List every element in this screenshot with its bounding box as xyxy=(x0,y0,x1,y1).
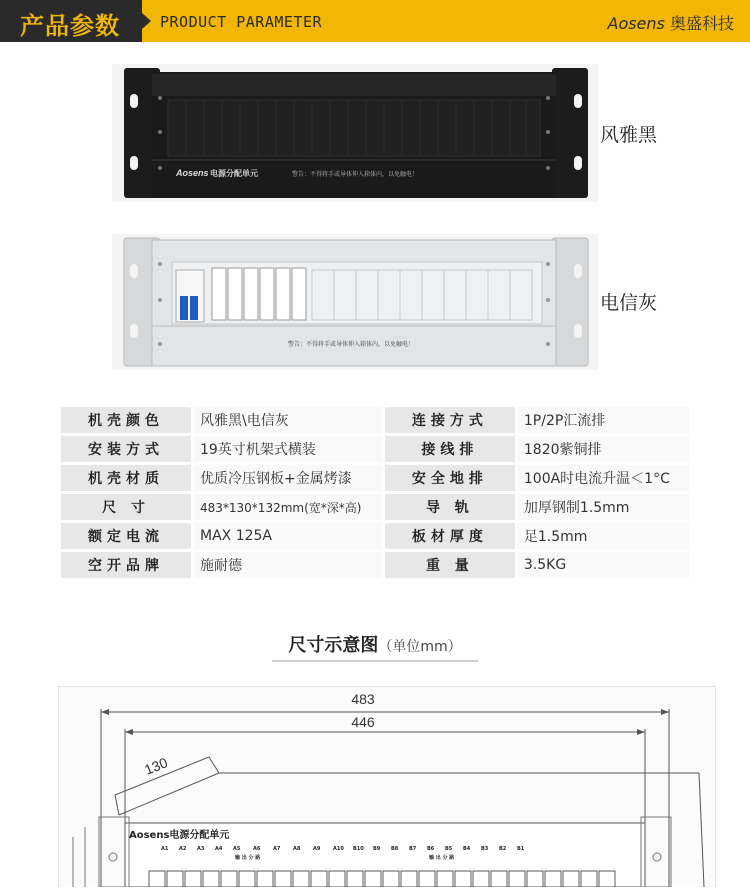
dim-label-b1: B1 xyxy=(517,846,525,852)
dim-depth: 130 xyxy=(142,754,170,778)
dim-label-a3: A3 xyxy=(197,846,205,852)
dim-label-a8: A8 xyxy=(293,846,301,852)
spec-row xyxy=(61,552,689,578)
dimension-svg xyxy=(59,687,715,887)
label-gray: 电信灰 xyxy=(600,292,658,314)
header-title-en: PRODUCT PARAMETER xyxy=(160,13,323,31)
dim-label-b4: B4 xyxy=(463,846,471,852)
panel-warning: 警告：不得将手或导体伸入箱体内，以免触电！ xyxy=(292,171,419,178)
dimension-drawing xyxy=(58,686,716,887)
spec-row xyxy=(61,465,689,491)
panel-warning-gray: 警告：不得将手或导体伸入箱体内，以免触电！ xyxy=(288,341,415,348)
header-arrow-icon xyxy=(142,13,151,29)
spec-key: 机壳材质 xyxy=(61,465,191,491)
dim-label-b9: B9 xyxy=(373,846,381,852)
spec-row xyxy=(61,407,689,433)
dim-label-a9: A9 xyxy=(313,846,321,852)
section-header xyxy=(0,0,750,42)
spec-value: 风雅黑\电信灰 xyxy=(194,407,382,433)
spec-key: 接线排 xyxy=(385,436,515,462)
product-image-gray xyxy=(112,234,598,370)
spec-key: 连接方式 xyxy=(385,407,515,433)
dim-width-inner: 446 xyxy=(351,714,375,730)
spec-value: 足1.5mm xyxy=(518,523,689,549)
dim-label-a1: A1 xyxy=(161,846,169,852)
header-title-cn: 产品参数 xyxy=(20,12,120,40)
dim-label-b7: B7 xyxy=(409,846,417,852)
dimension-heading xyxy=(0,631,750,657)
spec-value: 加厚钢制1.5mm xyxy=(518,494,689,520)
spec-row xyxy=(61,523,689,549)
spec-key: 导 轨 xyxy=(385,494,515,520)
brand-name-cn: 奥盛科技 xyxy=(669,14,734,33)
dim-label-b8: B8 xyxy=(391,846,399,852)
dim-label-b10: B10 xyxy=(353,846,364,852)
spec-row xyxy=(61,494,689,520)
spec-key: 尺 寸 xyxy=(61,494,191,520)
dim-label-b5: B5 xyxy=(445,846,453,852)
spec-value: 3.5KG xyxy=(518,552,689,578)
dim-label-a5: A5 xyxy=(233,846,241,852)
product-image-black xyxy=(112,64,598,202)
dim-out-a: 输 出 分 路 xyxy=(235,855,261,861)
dim-label-b6: B6 xyxy=(427,846,435,852)
spec-key: 安全地排 xyxy=(385,465,515,491)
label-black: 风雅黑 xyxy=(600,124,658,146)
heading-divider xyxy=(272,660,478,662)
dim-label-b3: B3 xyxy=(481,846,489,852)
dimension-title: 尺寸示意图 xyxy=(288,635,379,656)
brand-logo xyxy=(608,11,735,34)
spec-value: 483*130*132mm(宽*深*高) xyxy=(194,494,382,520)
dim-label-a2: A2 xyxy=(179,846,187,852)
dimension-unit: （单位mm） xyxy=(378,639,462,655)
spec-value: 100A时电流升温＜1°C xyxy=(518,465,689,491)
black-rack-drawing xyxy=(112,64,598,202)
dim-panel-title: Aosens电源分配单元 xyxy=(129,830,230,841)
dim-label-b2: B2 xyxy=(499,846,507,852)
dim-label-a7: A7 xyxy=(273,846,281,852)
spec-key: 安装方式 xyxy=(61,436,191,462)
spec-key: 额定电流 xyxy=(61,523,191,549)
panel-name: 电源分配单元 xyxy=(210,169,258,178)
spec-value: 1820紫铜排 xyxy=(518,436,689,462)
dim-label-a4: A4 xyxy=(215,846,223,852)
spec-value: MAX 125A xyxy=(194,523,382,549)
spec-value: 优质冷压钢板+金属烤漆 xyxy=(194,465,382,491)
brand-name-en: Aosens xyxy=(607,14,665,33)
dim-label-a6: A6 xyxy=(253,846,261,852)
panel-brand: Aosens xyxy=(176,168,209,178)
spec-table xyxy=(58,404,692,581)
spec-value: 19英寸机架式横装 xyxy=(194,436,382,462)
header-title-block xyxy=(0,0,142,42)
dim-width-outer: 483 xyxy=(351,691,375,707)
spec-key: 空开品牌 xyxy=(61,552,191,578)
spec-key: 重 量 xyxy=(385,552,515,578)
spec-key: 板材厚度 xyxy=(385,523,515,549)
spec-row xyxy=(61,436,689,462)
spec-key: 机壳颜色 xyxy=(61,407,191,433)
dim-out-b: 输 出 分 路 xyxy=(429,855,455,861)
gray-rack-drawing xyxy=(112,234,598,370)
dim-label-a10: A10 xyxy=(333,846,344,852)
spec-value: 1P/2P汇流排 xyxy=(518,407,689,433)
spec-value: 施耐德 xyxy=(194,552,382,578)
